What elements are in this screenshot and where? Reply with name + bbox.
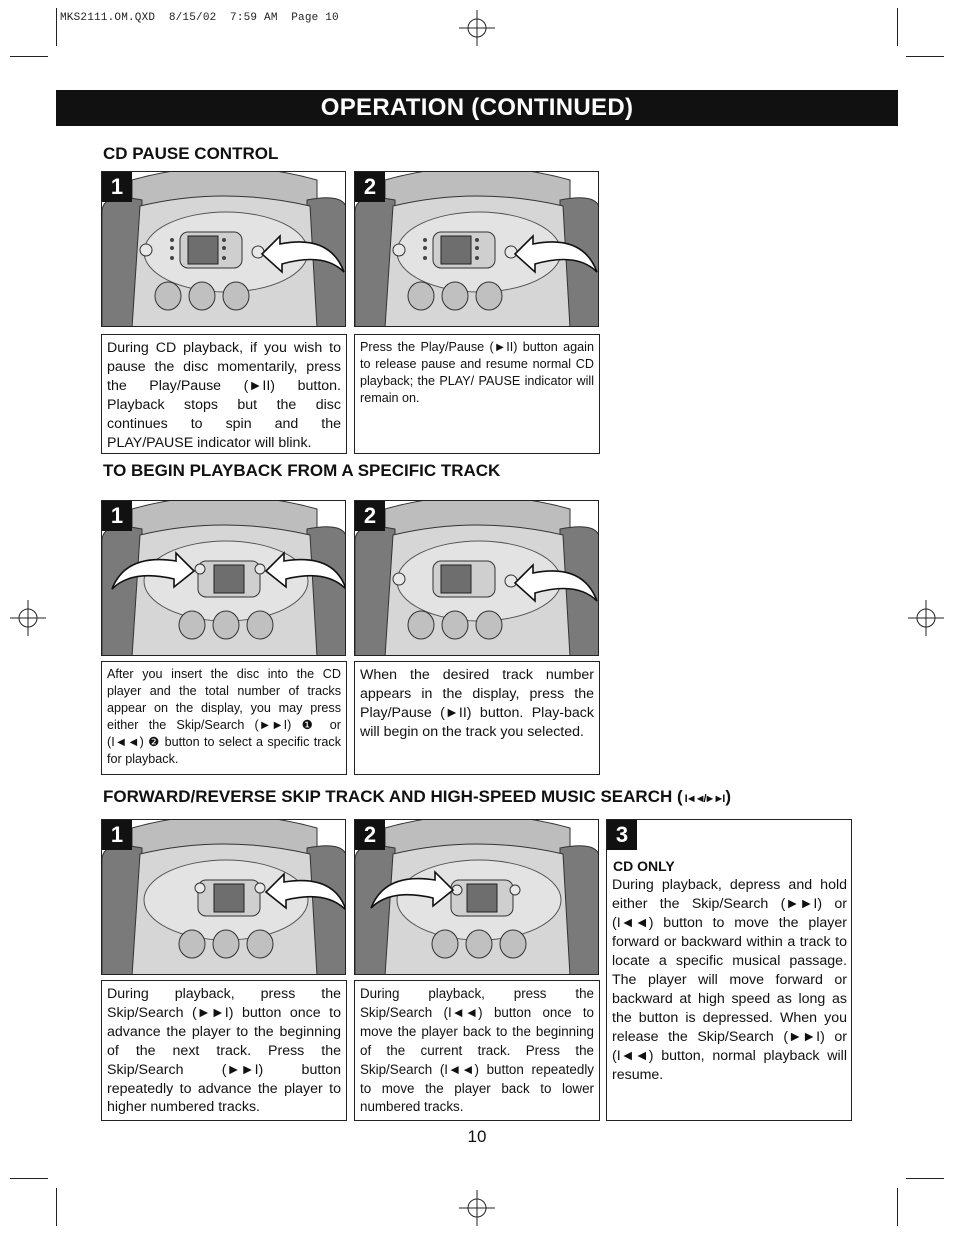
crop-mark xyxy=(897,8,898,46)
step-number-badge: 3 xyxy=(607,820,637,850)
heading-text-end: ) xyxy=(725,787,732,806)
section-heading-skip xyxy=(103,787,731,807)
illustration-panel xyxy=(101,171,346,327)
crop-mark xyxy=(897,1188,898,1226)
step-number-badge: 2 xyxy=(355,501,385,531)
crop-mark xyxy=(906,1178,944,1179)
step-description: Press the Play/Pause (►II) button again to release pause and resume normal CD playback; the PLAY/ PAUSE indicator will remain on. xyxy=(354,334,600,454)
step-description: During playback, press the Skip/Search (I◄◄) button once to move the player back to the beginning of the current track. Press the Skip/Search (I◄◄) button repeatedly to move the player back to lower numbered tracks. xyxy=(354,980,600,1121)
cd-player-illustration-icon xyxy=(102,172,346,327)
crop-mark xyxy=(56,1188,57,1226)
note-description: During playback, depress and hold either the Skip/Search (►►I) or (I◄◄) button to move the player forward or backward within a track to locate a specific musical passage. The player will move forward or backward at high speed as long as the button is depressed. When you release the Skip/Search (►►I) or (I◄◄) button, normal playback will resume. xyxy=(612,877,847,1083)
cd-player-illustration-icon xyxy=(355,501,599,656)
heading-text: FORWARD/REVERSE SKIP TRACK AND HIGH-SPEED MUSIC SEARCH ( xyxy=(103,787,683,806)
step-description: After you insert the disc into the CD player and the total number of tracks appear on the display, you may press either the Skip/Search (►►I) ❶ or (I◄◄) ❷ button to select a specific track for playback. xyxy=(101,661,347,775)
step-number-badge: 2 xyxy=(355,820,385,850)
cd-only-note-box xyxy=(606,819,852,1121)
cd-player-illustration-icon xyxy=(102,501,346,656)
page-banner: OPERATION (CONTINUED) xyxy=(56,90,898,126)
illustration-panel xyxy=(101,819,346,975)
illustration-panel xyxy=(354,819,599,975)
crop-mark xyxy=(56,8,57,46)
cd-player-illustration-icon xyxy=(355,820,599,975)
skip-search-icon: I◄◄/►►I xyxy=(684,793,724,805)
section-heading-track: TO BEGIN PLAYBACK FROM A SPECIFIC TRACK xyxy=(103,461,501,480)
cd-player-illustration-icon xyxy=(102,820,346,975)
page-number: 10 xyxy=(467,1127,487,1146)
step-number-badge: 1 xyxy=(102,501,132,531)
note-title: CD ONLY xyxy=(613,858,675,874)
registration-mark-icon xyxy=(10,600,46,636)
step-number-badge: 2 xyxy=(355,172,385,202)
illustration-panel xyxy=(354,171,599,327)
cd-player-illustration-icon xyxy=(355,172,599,327)
registration-mark-icon xyxy=(908,600,944,636)
illustration-panel xyxy=(101,500,346,656)
crop-mark xyxy=(10,56,48,57)
step-number-badge: 1 xyxy=(102,172,132,202)
step-number-badge: 1 xyxy=(102,820,132,850)
step-description: During playback, press the Skip/Search (►►I) button once to advance the player to the beginning of the next track. Press the Skip/Search (►►I) button repeatedly to advance the player to higher numbered tracks. xyxy=(101,980,347,1121)
section-heading-pause: CD PAUSE CONTROL xyxy=(103,144,279,163)
print-slug: MKS2111.OM.QXD 8/15/02 7:59 AM Page 10 xyxy=(60,12,339,24)
illustration-panel xyxy=(354,500,599,656)
step-description: During CD playback, if you wish to pause the disc momentarily, press the Play/Pause (►II) button. Playback stops but the disc continues to spin and the PLAY/PAUSE indicator will blink. xyxy=(101,334,347,454)
registration-mark-icon xyxy=(459,10,495,46)
crop-mark xyxy=(906,56,944,57)
crop-mark xyxy=(10,1178,48,1179)
step-description: When the desired track number appears in the display, press the Play/Pause (►II) button. Play-back will begin on the track you selected. xyxy=(354,661,600,775)
registration-mark-icon xyxy=(459,1190,495,1226)
